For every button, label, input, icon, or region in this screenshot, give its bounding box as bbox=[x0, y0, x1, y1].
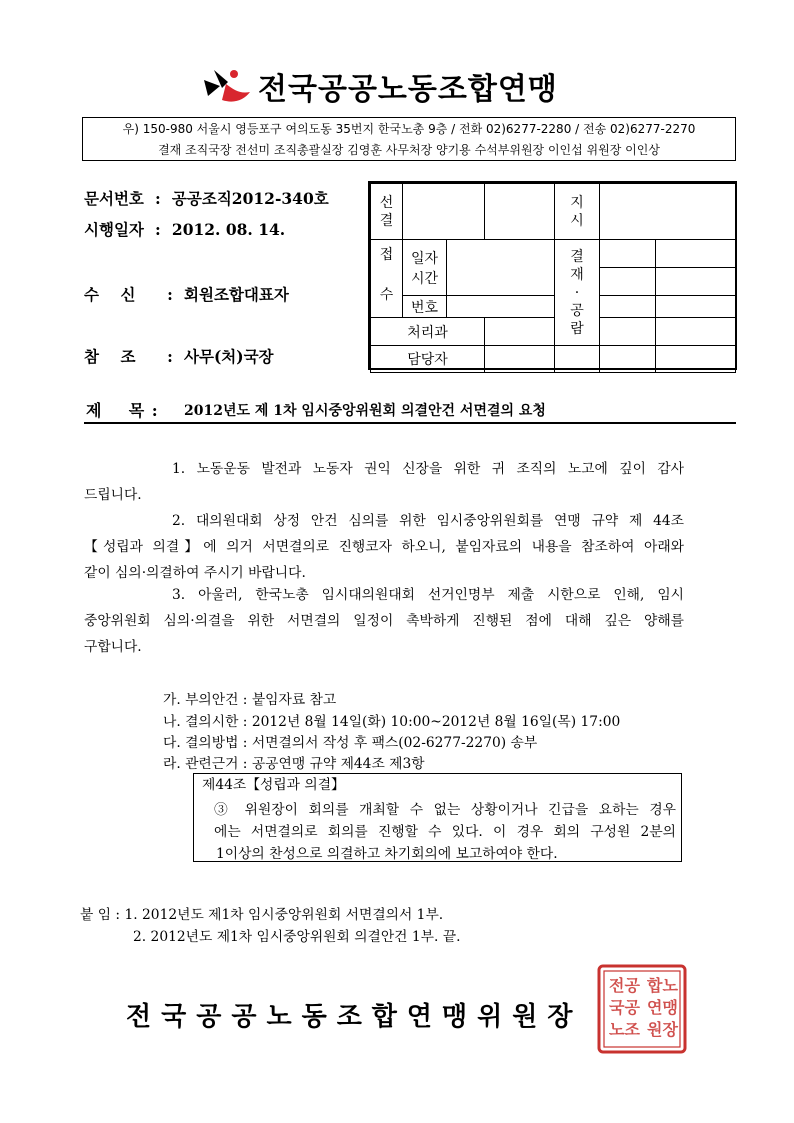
svg-text:노조: 노조 bbox=[609, 1020, 640, 1039]
separator: : bbox=[155, 220, 161, 239]
sign-cell-5a bbox=[600, 346, 656, 373]
su-label: 수 bbox=[379, 287, 394, 303]
article-box bbox=[193, 773, 682, 862]
subject-value: 2012년도 제 1차 임시중앙위원회 의결안건 서면결의 요청 bbox=[184, 403, 546, 419]
seon-gyeol-label: 선결 bbox=[371, 184, 403, 240]
cheo-ri-gwa-cell bbox=[485, 318, 555, 346]
separator: : bbox=[167, 347, 173, 366]
list-item: 나. 결의시한 : 2012년 8월 14일(화) 10:00~2012년 8월 16일(목) 17:00 bbox=[163, 714, 621, 730]
sign-cell-4a bbox=[600, 318, 656, 346]
recipient-label: 수 신 bbox=[84, 285, 136, 304]
svg-text:합노: 합노 bbox=[647, 976, 678, 995]
attachment-line-1: 붙 임 : 1. 2012년도 제1차 임시중앙위원회 서면결의서 1부. bbox=[80, 907, 444, 923]
cheo-ri-gwa-label: 처리과 bbox=[371, 318, 485, 346]
jeop-label: 접 bbox=[379, 247, 394, 263]
org-title: 전국공공노동조합연맹 bbox=[258, 72, 558, 107]
doc-number-row bbox=[84, 187, 329, 209]
p2-line-1: 2. 대의원대회 상정 안건 심의를 위한 임시중앙위원회를 연맹 규약 제 44조 bbox=[172, 513, 684, 529]
sign-cell-2a bbox=[600, 268, 656, 296]
sign-cell-1a bbox=[600, 240, 656, 268]
il-ja-cell bbox=[447, 240, 555, 296]
separator: : bbox=[155, 189, 161, 208]
paragraph-2 bbox=[84, 508, 684, 586]
paragraph-3 bbox=[84, 582, 684, 660]
gyeol-jae-gong-ram-label: 결재·공람 bbox=[555, 240, 600, 346]
beon-ho-label: 번호 bbox=[403, 296, 447, 318]
seon-gyeol-cell bbox=[403, 184, 485, 240]
recipient-value: 회원조합대표자 bbox=[184, 285, 289, 304]
article-line: 1이상의 찬성으로 의결하고 차기회의에 보고하여야 한다. bbox=[216, 846, 558, 862]
list-item: 라. 관련근거 : 공공연맹 규약 제44조 제3항 bbox=[163, 756, 425, 772]
list-item: 다. 결의방법 : 서면결의서 작성 후 팩스(02-6277-2270) 송부 bbox=[163, 735, 538, 751]
reference-value: 사무(처)국장 bbox=[184, 347, 274, 366]
federation-logo-icon bbox=[200, 62, 252, 106]
approval-line: 결재 조직국장 전선미 조직총괄실장 김영훈 사무처장 양기용 수석부위원장 이인섭 위원장 이인상 bbox=[158, 143, 660, 157]
signature: 전국공공노동조합연맹위원장 bbox=[126, 1002, 583, 1032]
address-line: 우) 150-980 서울시 영등포구 여의도동 35번지 한국노총 9층 / 전화 02)6277-2280 / 전송 02)6277-2270 bbox=[122, 122, 696, 136]
sign-cell-4b bbox=[656, 318, 736, 346]
ji-si-cell bbox=[600, 184, 736, 240]
doc-number-label: 문서번호 bbox=[84, 189, 144, 208]
p3-line-3: 구합니다. bbox=[84, 639, 142, 655]
sign-cell-5b bbox=[656, 346, 736, 373]
p1-line-1: 1. 노동운동 발전과 노동자 권익 신장을 위한 귀 조직의 노고에 깊이 감사 bbox=[172, 461, 684, 477]
il-ja-label: 일자 bbox=[410, 250, 439, 267]
official-seal-icon bbox=[596, 963, 688, 1055]
il-ja-si-gan-label bbox=[403, 240, 447, 296]
p3-line-2: 중앙위원회 심의·의결을 위한 서면결의 일정이 촉박하게 진행된 점에 대해 깊은 양해를 bbox=[84, 613, 684, 629]
dam-dang-ja-label: 담당자 bbox=[371, 346, 485, 373]
subject-label: 제 목 : bbox=[86, 401, 159, 420]
date-label: 시행일자 bbox=[84, 220, 144, 239]
sign-cell-3b bbox=[656, 296, 736, 318]
p1-line-2: 드립니다. bbox=[84, 487, 142, 503]
list-item: 가. 부의안건 : 붙임자료 참고 bbox=[163, 692, 337, 708]
svg-text:원장: 원장 bbox=[647, 1020, 678, 1039]
contact-info-box bbox=[82, 117, 736, 161]
dam-dang-ja-cell bbox=[485, 346, 555, 373]
doc-number-value: 공공조직2012-340호 bbox=[171, 189, 329, 208]
paragraph-1 bbox=[84, 456, 684, 508]
p3-line-1: 3. 아울러, 한국노총 임시대의원대회 선거인명부 제출 시한으로 인해, 임시 bbox=[172, 587, 684, 603]
date-value: 2012. 08. 14. bbox=[171, 220, 286, 239]
si-gan-label: 시간 bbox=[410, 270, 439, 287]
ji-si-label: 지시 bbox=[555, 184, 600, 240]
svg-text:연맹: 연맹 bbox=[647, 998, 678, 1017]
reference-label: 참 조 bbox=[84, 347, 136, 366]
seon-gyeol-cell-2 bbox=[485, 184, 555, 240]
separator: : bbox=[167, 285, 173, 304]
reference-row bbox=[84, 345, 274, 367]
jeop-su-label bbox=[371, 240, 403, 318]
p2-line-2: 【성립과 의결】에 의거 서면결의로 진행코자 하오니, 붙임자료의 내용을 참조하여 아래와 bbox=[84, 539, 684, 555]
svg-text:전공: 전공 bbox=[609, 976, 640, 995]
paragraph-line bbox=[84, 456, 684, 482]
article-line: 에는 서면결의로 회의를 진행할 수 있다. 이 경우 회의 구성원 2분의 bbox=[214, 824, 676, 840]
subject-row bbox=[84, 396, 736, 424]
article-line: ③ 위원장이 회의를 개최할 수 없는 상황이거나 긴급을 요하는 경우 bbox=[214, 802, 676, 818]
sign-cell-3a bbox=[600, 296, 656, 318]
recipient-row bbox=[84, 283, 289, 305]
attachment-line-2: 2. 2012년도 제1차 임시중앙위원회 의결안건 1부. 끝. bbox=[133, 929, 461, 945]
p2-line-3: 같이 심의·의결하여 주시기 바랍니다. bbox=[84, 565, 306, 581]
paragraph-line bbox=[84, 582, 684, 608]
gong-ram-cell-end bbox=[555, 346, 600, 373]
date-row bbox=[84, 218, 285, 240]
paragraph-line bbox=[84, 508, 684, 534]
article-title: 제44조【성립과 의결】 bbox=[202, 777, 345, 793]
beon-ho-cell bbox=[447, 296, 555, 318]
svg-text:국공: 국공 bbox=[609, 998, 640, 1017]
approval-table bbox=[368, 181, 737, 370]
sign-cell-2b bbox=[656, 268, 736, 296]
sign-cell-1b bbox=[656, 240, 736, 268]
